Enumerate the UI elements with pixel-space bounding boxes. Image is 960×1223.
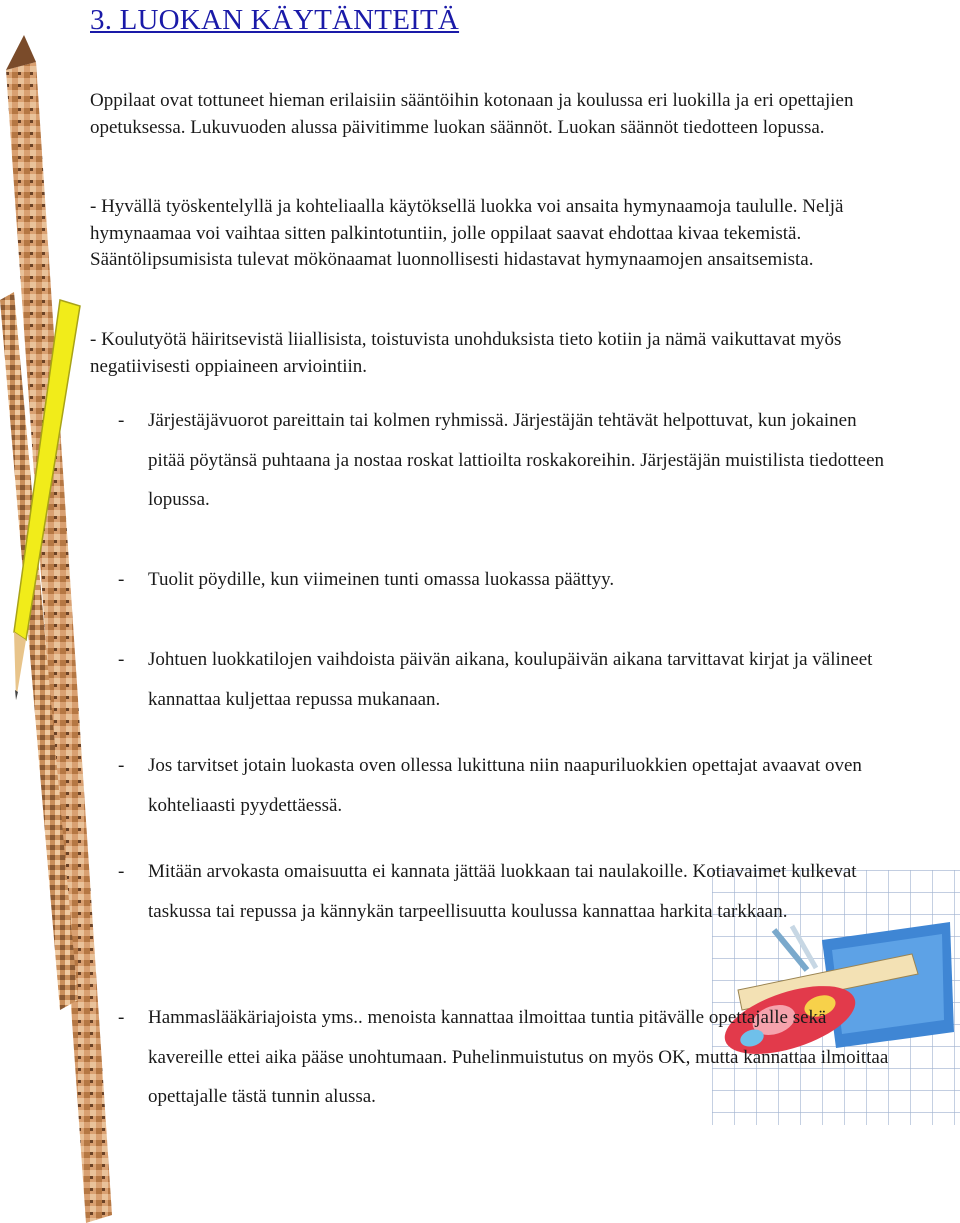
list-item-text: Hammaslääkäriajoista yms.. menoista kannattaa ilmoittaa tuntia pitävälle opettajalle sekä kavereille ettei aika pääse unohtumaan. Puhelinmuistutus on myös OK, mutta kannattaa ilmoittaa opettajalle tästä tunnin alussa. bbox=[148, 1007, 889, 1107]
list-item bbox=[118, 998, 898, 1117]
list-item-text: Johtuen luokkatilojen vaihdoista päivän aikana, koulupäivän aikana tarvittavat kirjat ja välineet kannattaa kuljettaa repussa mukanaan. bbox=[148, 649, 873, 710]
list-item bbox=[118, 746, 898, 825]
list-item-text: Mitään arvokasta omaisuutta ei kannata jättää luokkaan tai naulakoille. Kotiavaimet kulkevat taskussa tai repussa ja kännykän tarpeellisuutta koulussa kannattaa harkita tarkkaan. bbox=[148, 861, 857, 922]
intro-paragraph: Oppilaat ovat tottuneet hieman erilaisiin sääntöihin kotonaan ja koulussa eri luokilla ja eri opettajien opetuksessa. Lukuvuoden alussa päivitimme luokan säännöt. Luokan säännöt tiedotteen lopussa. bbox=[90, 90, 854, 138]
list-item-text: Tuolit pöydille, kun viimeinen tunti omassa luokassa päättyy. bbox=[148, 569, 615, 590]
rule-forgetting-paragraph: - Koulutyötä häiritsevistä liiallisista, toistuvista unohduksista tieto kotiin ja nämä vaikuttavat myös negatiivisesti oppiaineen arviointiin. bbox=[90, 329, 842, 377]
list-item bbox=[118, 401, 898, 520]
page-title: 3. LUOKAN KÄYTÄNTEITÄ bbox=[90, 4, 460, 36]
list-item bbox=[118, 640, 898, 719]
rule-smiley-paragraph: - Hyvällä työskentelyllä ja kohteliaalla käytöksellä luokka voi ansaita hymynaamoja taululle. Neljä hymynaamaa voi vaihtaa sitten palkintotuntiin, jolle oppilaat saavat ehdottaa kivaa tekemistä. Sääntölipsumisista tulevat mökönaamat luonnollisesti hidastavat hymynaamojen ansaitsemista. bbox=[90, 196, 844, 270]
bullet-dash: - bbox=[118, 861, 125, 882]
list-item-text: Järjestäjävuorot pareittain tai kolmen ryhmissä. Järjestäjän tehtävät helpottuvat, kun jokainen pitää pöytänsä puhtaana ja nostaa roskat lattioilta roskakoreihin. Järjestäjän muistilista tiedotteen lopussa. bbox=[148, 410, 885, 510]
bullet-dash: - bbox=[118, 755, 125, 776]
bullet-dash: - bbox=[118, 649, 125, 670]
bullet-dash: - bbox=[118, 410, 125, 431]
list-item-text: Jos tarvitset jotain luokasta oven ollessa lukittuna niin naapuriluokkien opettajat avaavat oven kohteliaasti pyydettäessä. bbox=[148, 755, 862, 816]
bullet-dash: - bbox=[118, 1007, 125, 1028]
list-item bbox=[118, 852, 898, 931]
list-item bbox=[118, 560, 898, 600]
bullet-dash: - bbox=[118, 569, 125, 590]
